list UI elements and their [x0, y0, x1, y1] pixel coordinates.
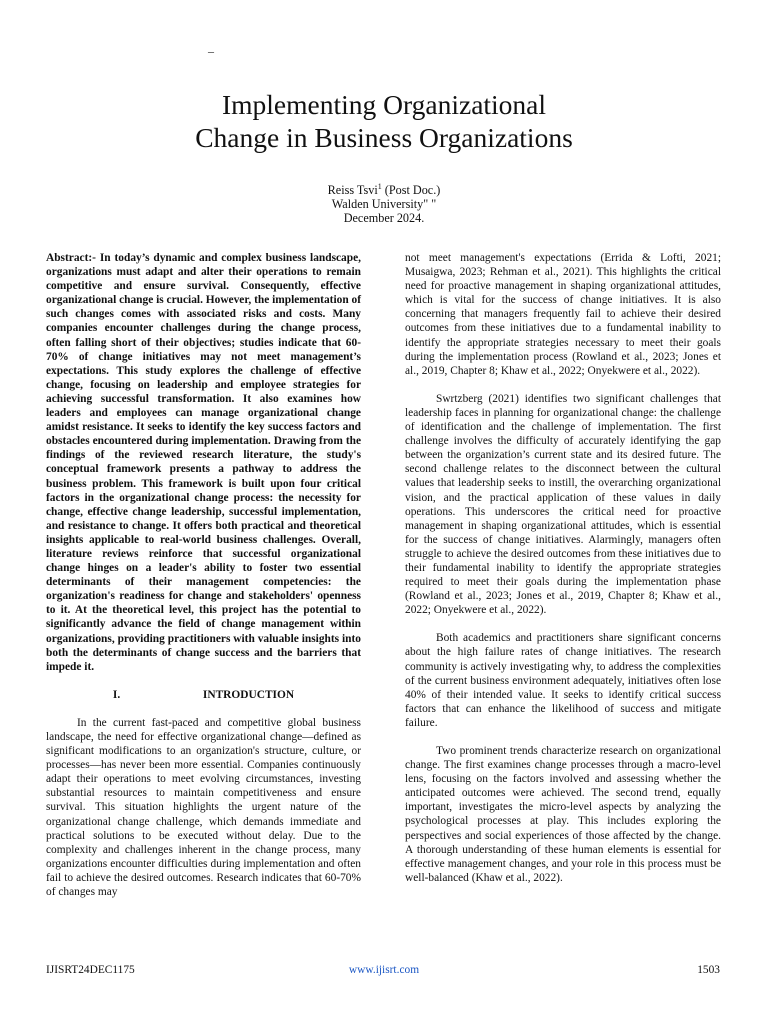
title-line-2: Change in Business Organizations [195, 122, 573, 153]
footer-page-number: 1503 [697, 964, 720, 976]
footer-paper-id: IJISRT24DEC1175 [46, 964, 135, 976]
author-line [0, 180, 768, 197]
header-mark: – [208, 44, 214, 58]
section-heading-introduction [46, 688, 361, 702]
paragraph-failure-rates: Both academics and practitioners share significant concerns about the high failure rates of change initiatives. The research community is actively investigating why, to address the complexities of the current business environment adequately, initiatives often lose 40% of their intended value. It seeks to identify critical success factors that can enhance the likelihood of success and mitigate failure. [405, 632, 721, 729]
author-affiliation-mark: 1 [377, 182, 382, 191]
paragraph-research-trends: Two prominent trends characterize research on organizational change. The first examines change processes through a macro-level lens, focusing on the factors involved and assessing whether the anticipated outcomes were achieved. The second trend, equally important, investigates the micro-level aspects by analyzing the psychological processes at play. This includes exploring the perspectives and social experiences of those affected by the change. A thorough understanding of these human elements is essential for effective management changes, and your role in this process must be well-balanced (Khaw et al., 2022). [405, 745, 721, 884]
paragraph-swrtzberg: Swrtzberg (2021) identifies two significant challenges that leadership faces in planning for organizational change: the challenge of identification and the challenge of implementation. The first challenge involves the difficulty of accurately identifying the gap between the organization’s current state and its desired future. The second challenge relates to the disconnect between the cultural values that leadership seeks to instill, the overarching organizational vision, and the practical application of these values in daily operations. This underscores the critical need for proactive management in shaping organizational attitudes, which is essential for the success of change initiatives. Alarmingly, managers often struggle to achieve the desired outcomes from these initiatives due to their fundamental inability to identify the appropriate strategies required to meet their goals during the implementation phase (Rowland et al., 2023; Jones et al., 2019, Chapter 8; Khaw et al., 2022; Onyekwere et al., 2022). [405, 392, 721, 617]
intro-paragraph-1: In the current fast-paced and competitive global business landscape, the need for effective organizational change—defined as significant modifications to an organization's structure, culture, or processes—has never been more essential. Companies continuously adapt their operations to meet evolving circumstances, investing substantial resources to maintain competitiveness and ensure survival. This situation highlights the urgent nature of the organizational change challenge, which demands immediate and practical solutions to be executed without delay. Due to the complexity and challenges inherent in the change process, many organizations encounter difficulties during implementation and often fail to achieve the desired outcomes. Research indicates that 60-70% of changes may [46, 716, 361, 899]
paragraph-continued: not meet management's expectations (Errida & Lofti, 2021; Musaigwa, 2023; Rehman et al., 2021). This highlights the critical need for proactive management in shaping organizational attitudes, which is vital for the success of change initiatives. It is also concerning that managers frequently fail to achieve their desired outcomes from these initiatives due to a fundamental inability to identify the appropriate strategies necessary to meet their goals during the implementation process (Rowland et al., 2023; Jones et al., 2019, Chapter 8; Khaw et al., 2022; Onyekwere et al., 2022). [405, 252, 721, 377]
section-number: I. [112, 688, 121, 701]
publication-date: December 2024. [343, 211, 425, 226]
author-suffix: (Post Doc.) [381, 183, 441, 198]
footer-website-link[interactable]: www.ijisrt.com [348, 964, 420, 976]
left-column [46, 251, 361, 899]
author-affiliation: Walden University" " [331, 197, 437, 212]
title-line-1: Implementing Organizational [221, 89, 547, 120]
paper-title [0, 88, 768, 154]
right-column [405, 251, 721, 885]
author-block [0, 180, 768, 225]
author-name: Reiss Tsvi [327, 183, 378, 198]
section-title: INTRODUCTION [202, 688, 295, 701]
abstract: Abstract:- In today’s dynamic and complex business landscape, organizations must adapt and alter their operations to remain competitive and ensure survival. Consequently, effective organizational change is crucial. However, the implementation of such changes comes with associated risks and costs. Many companies encounter challenges during the change process, often falling short of their objectives; studies indicate that 60-70% of change initiatives may not meet management’s expectations. This study explores the challenge of effective change, focusing on leadership and employee strategies for achieving successful transformation. It also examines how leaders and employees can manage organizational change amidst resistance. It seeks to identify the key success factors and obstacles encountered during implementation. Drawing from the findings of the reviewed research literature, the study's conceptual framework presents a pathway to address the business problem. This framework is built upon four critical factors in the organizational change process: the necessity for change, effective change leadership, successful implementation, and resistance to change. It offers both practical and theoretical insights applicable to real-world business challenges. Overall, literature reviews reinforce that successful organizational change hinges on a leader's ability to foster two essential determinants of their management competencies: the organization's readiness for change and stakeholders' openness to it. At the theoretical level, this project has the potential to significantly advance the field of change management within organizations, providing practitioners with valuable insights into both the determinants of change success and the barriers that impede it. [46, 252, 361, 673]
